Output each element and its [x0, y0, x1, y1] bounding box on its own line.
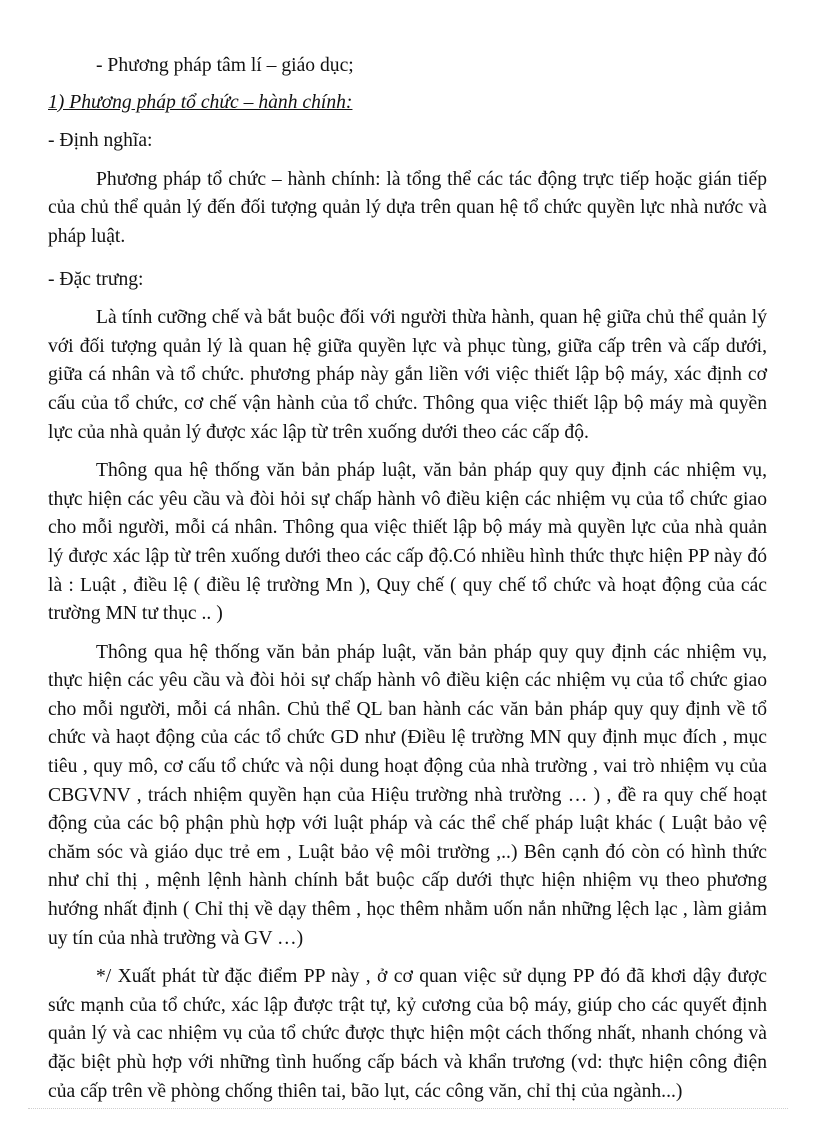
section-heading: 1) Phương pháp tổ chức – hành chính:	[48, 91, 353, 113]
conclusion-paragraph: */ Xuất phát từ đặc điểm PP này , ở cơ quan việc sử dụng PP đó đã khơi dậy được sức mạnh của tổ chức, xác lập được trật tự, kỷ cương của bộ máy, giúp cho các quyết định quản lý và cac nhiệm vụ của tổ chức được thực hiện một cách thống nhất, nhanh chóng và đặc biệt phù hợp với những tình huống cấp bách và khẩn trương (vd: thực hiện công điện của cấp trên về phòng chống thiên tai, bão lụt, các công văn, chỉ thị của ngành...)	[48, 966, 767, 1102]
characteristic-paragraph-3: Thông qua hệ thống văn bản pháp luật, văn bản pháp quy quy định các nhiệm vụ, thực hiện các yêu cầu và đòi hỏi sự chấp hành vô điều kiện các nhiệm vụ của tổ chức giao cho mỗi người, mỗi cá nhân. Chủ thể QL ban hành các văn bản pháp quy quy định về tổ chức và haọt động của các tổ chức GD như (Điều lệ trường MN quy định mục đích , mục tiêu , quy mô, cơ cấu tổ chức và nội dung hoạt động của nhà trường , vai trò nhiệm vụ của CBGVNV , trách nhiệm quyền hạn của Hiệu trường nhà trường … ) , đề ra quy chế hoạt động của các bộ phận phù hợp với luật pháp và các thể chế pháp luật khác ( Luật bảo vệ chăm sóc và giáo dục trẻ em , Luật bảo vệ môi trường ,..) Bên cạnh đó còn có hình thức như chỉ thị , mệnh lệnh hành chính bắt buộc cấp dưới thực hiện nhiệm vụ theo phương hướng nhất định ( Chỉ thị về dạy thêm , học thêm nhằm uốn nắn những lệch lạc , làm giảm uy tín của nhà trường và GV …)	[48, 641, 767, 949]
document-page	[48, 52, 767, 1106]
definition-label: - Định nghĩa:	[48, 130, 153, 152]
characteristic-paragraph-2: Thông qua hệ thống văn bản pháp luật, văn bản pháp quy quy định các nhiệm vụ, thực hiện các yêu cầu và đòi hỏi sự chấp hành vô điều kiện các nhiệm vụ của tổ chức giao cho mỗi người, mỗi cá nhân. Thông qua việc thiết lập bộ máy mà quyền lực của nhà quản lý được xác lập từ trên xuống dưới theo các cấp độ.Có nhiều hình thức thực hiện PP này đó là : Luật , điều lệ ( điều lệ trường Mn ), Quy chế ( quy chế tổ chức và hoạt động của các trường MN tư thục .. )	[48, 460, 767, 625]
characteristic-paragraph-1: Là tính cưỡng chế và bắt buộc đối với người thừa hành, quan hệ giữa chủ thể quản lý với đối tượng quản lý là quan hệ giữa quyền lực và phục tùng, giữa cấp trên và cấp dưới, giữa cá nhân và tổ chức. phương pháp này gắn liền với việc thiết lập bộ máy, xác định cơ cấu của tổ chức, cơ chế vận hành của tổ chức. Thông qua việc thiết lập bộ máy mà quyền lực của nhà quản lý được xác lập từ trên xuống dưới theo các cấp độ.	[48, 307, 767, 443]
page-bottom-divider	[28, 1108, 788, 1109]
characteristic-label: - Đặc trưng:	[48, 268, 144, 290]
bullet-method-line: - Phương pháp tâm lí – giáo dục;	[96, 55, 354, 76]
definition-paragraph: Phương pháp tổ chức – hành chính: là tổng thể các tác động trực tiếp hoặc gián tiếp của chủ thể quản lý đến đối tượng quản lý dựa trên quan hệ tổ chức quyền lực nhà nước và pháp luật.	[48, 168, 767, 247]
